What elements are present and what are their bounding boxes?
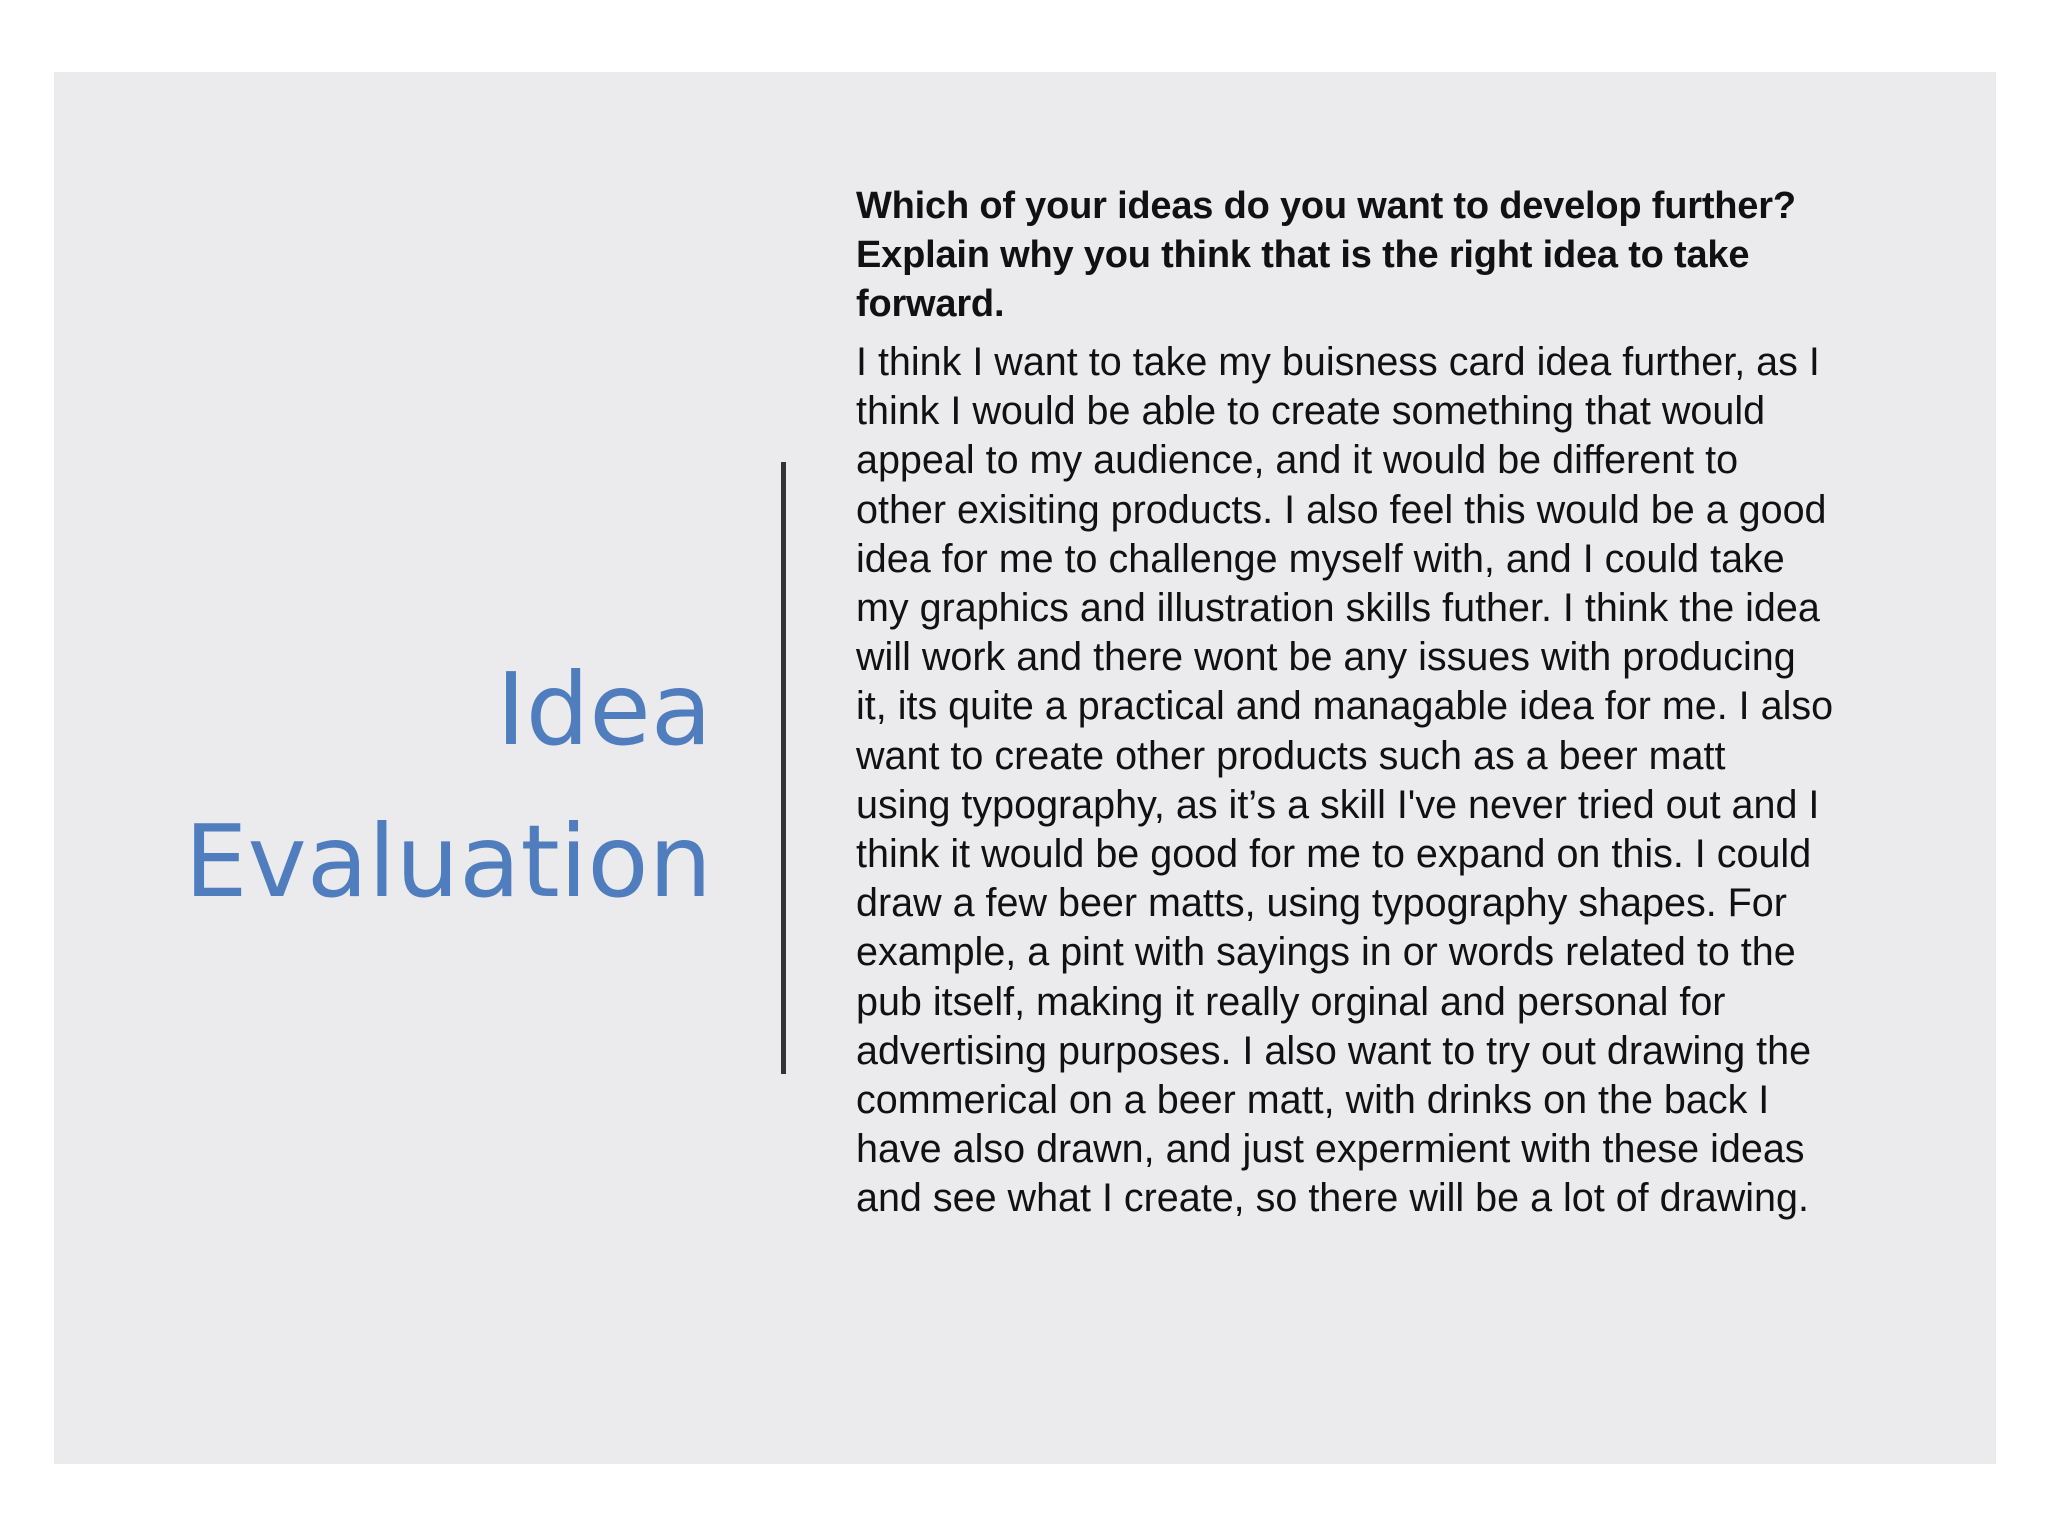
answer-line: commerical on a beer matt, with drinks on the back I xyxy=(856,1078,1770,1123)
answer-line: example, a pint with sayings in or words related to the xyxy=(856,930,1796,975)
answer-line: want to create other products such as a beer matt xyxy=(856,733,1726,778)
answer-line: pub itself, making it really orginal and personal for xyxy=(856,979,1726,1024)
question-line: Which of your ideas do you want to develop further? xyxy=(856,185,1796,227)
answer-line: draw a few beer matts, using typography shapes. For xyxy=(856,881,1787,926)
answer-line: other exisiting products. I also feel this would be a good xyxy=(856,487,1827,532)
answer-line: my graphics and illustration skills futher. I think the idea xyxy=(856,586,1820,631)
answer-line: have also drawn, and just expermient with these ideas xyxy=(856,1127,1805,1172)
answer-line: will work and there wont be any issues with producing xyxy=(856,635,1796,680)
answer-paragraph xyxy=(856,338,1996,1224)
answer-line: using typography, as it’s a skill I've never tried out and I xyxy=(856,782,1820,827)
slide-content xyxy=(856,182,1996,1224)
answer-line: it, its quite a practical and managable idea for me. I also xyxy=(856,684,1834,729)
answer-line: appeal to my audience, and it would be different to xyxy=(856,438,1739,483)
title-line: Evaluation xyxy=(184,803,712,920)
answer-line: I think I want to take my buisness card idea further, as I xyxy=(856,340,1820,384)
question-line: forward. xyxy=(856,283,1005,325)
slide xyxy=(54,72,1996,1464)
answer-line: think it would be good for me to expand on this. I could xyxy=(856,832,1812,877)
question-heading xyxy=(856,182,1996,329)
vertical-divider xyxy=(781,462,786,1074)
title-line: Idea xyxy=(496,651,712,768)
answer-line: and see what I create, so there will be a lot of drawing. xyxy=(856,1176,1809,1221)
slide-title xyxy=(92,634,712,938)
question-line: Explain why you think that is the right idea to take xyxy=(856,234,1750,276)
answer-line: advertising purposes. I also want to try out drawing the xyxy=(856,1028,1812,1073)
answer-line: think I would be able to create something that would xyxy=(856,389,1766,434)
answer-line: idea for me to challenge myself with, and I could take xyxy=(856,536,1785,581)
